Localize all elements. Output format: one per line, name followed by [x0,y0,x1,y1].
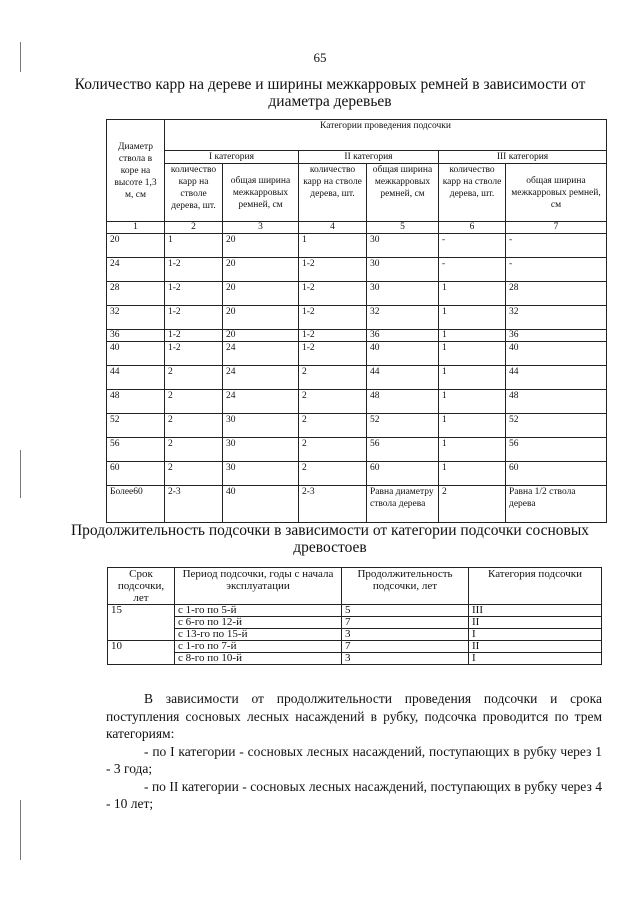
width-header-1: общая ширина межкарровых ремней, см [223,164,299,222]
table-cell: 36 [367,330,439,342]
table-cell: 28 [506,282,607,306]
table-cell: II [469,617,602,629]
table-cell: 5 [342,605,469,617]
margin-mark-bottom [20,800,21,860]
column-number: 4 [299,222,367,234]
table-cell: 1-2 [299,342,367,366]
width-header-2: общая ширина межкарровых ремней, см [367,164,439,222]
table-row [108,617,602,629]
table-cell: 24 [107,258,165,282]
intro-paragraph: В зависимости от продолжительности проведения подсочки и срока поступления сосновых лесных насаждений в рубку, подсочка проводится по трем категориям: [106,691,602,741]
column-number: 3 [223,222,299,234]
table-cell: 44 [107,366,165,390]
table-cell: 32 [107,306,165,330]
table-cell: с 1-го по 7-й [175,641,342,653]
table-cell: 48 [506,390,607,414]
table-cell: 1 [439,366,506,390]
table-cell: с 8-го по 10-й [175,653,342,665]
table-cell: 2-3 [299,486,367,523]
table-cell: 24 [223,342,299,366]
table-cell: 60 [367,462,439,486]
table-cell: 2 [165,366,223,390]
table-cell: 20 [223,258,299,282]
table-cell: 32 [506,306,607,330]
table-cell: 2 [165,438,223,462]
table-cell: 60 [107,462,165,486]
table-cell: II [469,641,602,653]
table-cell: 1-2 [299,330,367,342]
table-cell: 3 [342,653,469,665]
table-row [107,438,607,462]
table-cell: 1 [165,234,223,258]
table-cell: - [439,234,506,258]
table-cell: 1 [439,342,506,366]
table-cell: 44 [367,366,439,390]
table-cell: 2 [165,462,223,486]
table-cell: 2-3 [165,486,223,523]
table-cell: 30 [367,258,439,282]
categories-header: Категории проведения подсочки [165,120,607,151]
table-cell: 40 [506,342,607,366]
term-cell: 15 [108,605,175,641]
table-cell: 40 [223,486,299,523]
table-cell: Более60 [107,486,165,523]
table-cell: 1-2 [165,306,223,330]
table-cell: 48 [107,390,165,414]
table-cell: 2 [299,390,367,414]
column-number: 2 [165,222,223,234]
column-number: 1 [107,222,165,234]
table-cell: 36 [506,330,607,342]
diameter-header: Диаметр ствола в коре на высоте 1,3 м, см [107,120,165,222]
table-cell: 1 [439,330,506,342]
column-number: 5 [367,222,439,234]
table-cell: 30 [223,414,299,438]
table-cell: 3 [342,629,469,641]
table-row [107,486,607,523]
table-cell: 28 [107,282,165,306]
table-cell: 1-2 [165,330,223,342]
table-cell: Равна диаметру ствола дерева [367,486,439,523]
category-1-header: I категория [165,151,299,164]
table-cell: 20 [223,306,299,330]
table-cell: 1-2 [299,258,367,282]
table-cell: 60 [506,462,607,486]
margin-mark-middle [20,450,21,498]
table-cell: 24 [223,366,299,390]
table-cell: 2 [165,390,223,414]
table-cell: - [506,258,607,282]
table-row [107,390,607,414]
column-number: 7 [506,222,607,234]
table-cell: 1-2 [165,282,223,306]
table-row [107,330,607,342]
table-cell: 44 [506,366,607,390]
table-cell: 1 [439,462,506,486]
table-cell: 20 [223,282,299,306]
table-cell: 30 [223,438,299,462]
duration-table [107,567,602,665]
table-cell: 20 [107,234,165,258]
table-cell: 7 [342,641,469,653]
table-row [107,306,607,330]
table-cell: 56 [367,438,439,462]
table-row [108,629,602,641]
table-row [107,414,607,438]
table-cell: 20 [223,330,299,342]
table-cell: с 6-го по 12-й [175,617,342,629]
term-cell: 10 [108,641,175,665]
table-row [107,234,607,258]
table-cell: 52 [107,414,165,438]
table-row [107,462,607,486]
table-cell: 56 [107,438,165,462]
table-cell: 32 [367,306,439,330]
table-cell: 30 [223,462,299,486]
table-cell: 1 [439,390,506,414]
table-cell: 1 [439,306,506,330]
list-item: - по II категории - сосновых лесных насаждений, поступающих в рубку через 4 - 10 лет; [106,778,602,811]
column-number: 6 [439,222,506,234]
table-cell: с 13-го по 15-й [175,629,342,641]
category-2-header: II категория [299,151,439,164]
table-cell: 30 [367,282,439,306]
body-text [106,690,602,813]
table2-title: Продолжительность подсочки в зависимости от категории подсочки сосновых древостоев [70,522,590,556]
table-row [107,258,607,282]
table-cell: 1 [439,414,506,438]
period-header: Период подсочки, годы с начала эксплуатации [175,568,342,605]
table-cell: с 1-го по 5-й [175,605,342,617]
carrs-table [106,119,607,523]
table-cell: 52 [506,414,607,438]
table-row [107,366,607,390]
table-cell: Равна 1/2 ствола дерева [506,486,607,523]
table-cell: 2 [299,366,367,390]
page-number: 65 [313,50,327,65]
table-row [108,641,602,653]
table-cell: 1 [439,438,506,462]
table-row [107,282,607,306]
table-cell: 40 [367,342,439,366]
table-cell: - [506,234,607,258]
table-cell: 2 [165,414,223,438]
table-row [108,605,602,617]
table-cell: 7 [342,617,469,629]
table-cell: I [469,653,602,665]
count-header-1: количество карр на стволе дерева, шт. [165,164,223,222]
table-cell: 2 [439,486,506,523]
table-row [107,342,607,366]
table-cell: I [469,629,602,641]
table-cell: III [469,605,602,617]
table-cell: 56 [506,438,607,462]
table1-title: Количество карр на дереве и ширины межкарровых ремней в зависимости от диаметра деревьев [74,76,586,110]
table-cell: 1-2 [165,342,223,366]
category-header: Категория подсочки [469,568,602,605]
term-header: Срок подсочки, лет [108,568,175,605]
table-cell: 2 [299,462,367,486]
table-cell: 20 [223,234,299,258]
category-3-header: III категория [439,151,607,164]
table-cell: 36 [107,330,165,342]
width-header-3: общая ширина межкарровых ремней, см [506,164,607,222]
table-cell: - [439,258,506,282]
table-cell: 30 [367,234,439,258]
table-cell: 2 [299,438,367,462]
table-cell: 24 [223,390,299,414]
table-cell: 1-2 [165,258,223,282]
table-cell: 52 [367,414,439,438]
table-cell: 1 [299,234,367,258]
list-item: - по I категории - сосновых лесных насаждений, поступающих в рубку через 1 - 3 года; [106,743,602,776]
table-row [108,653,602,665]
table-cell: 1-2 [299,306,367,330]
table-cell: 2 [299,414,367,438]
table-cell: 1-2 [299,282,367,306]
table-cell: 40 [107,342,165,366]
count-header-3: количество карр на стволе дерева, шт. [439,164,506,222]
count-header-2: количество карр на стволе дерева, шт. [299,164,367,222]
duration-header: Продолжительность подсочки, лет [342,568,469,605]
table-cell: 1 [439,282,506,306]
table-cell: 48 [367,390,439,414]
